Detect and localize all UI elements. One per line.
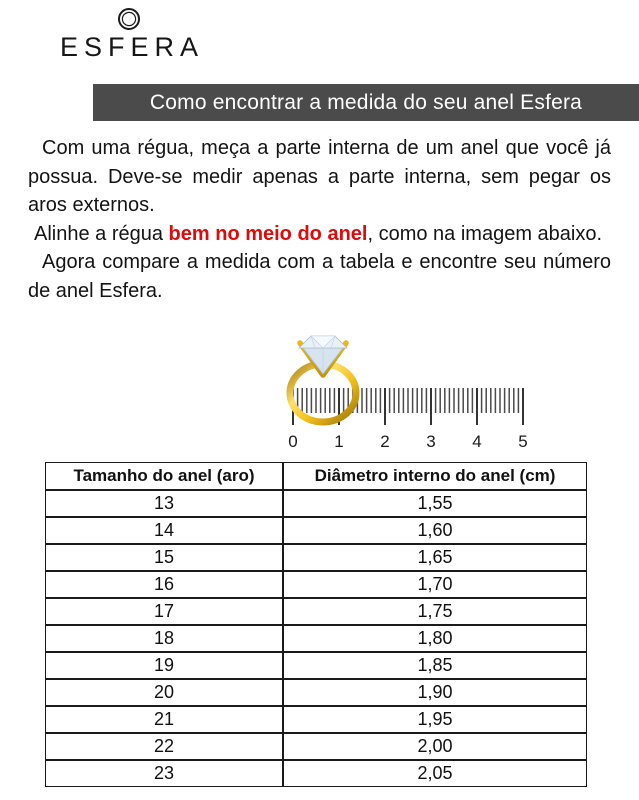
column-header-diameter: Diâmetro interno do anel (cm) <box>283 462 587 490</box>
cell-ring-size: 19 <box>45 652 283 679</box>
cell-inner-diameter: 1,70 <box>283 571 587 598</box>
cell-inner-diameter: 1,65 <box>283 544 587 571</box>
cell-ring-size: 17 <box>45 598 283 625</box>
brand-logo <box>59 6 205 63</box>
ring-icon <box>116 6 142 32</box>
table-row <box>45 490 587 517</box>
ruler-label: 1 <box>334 432 344 451</box>
size-table <box>45 462 587 787</box>
ruler-label: 3 <box>426 432 436 451</box>
gold-ring <box>290 336 356 422</box>
instruction-align <box>28 220 611 249</box>
instruction-measure: Com uma régua, meça a parte interna de um anel que você já possua. Deve-se medir apenas a parte interna, sem pegar os aros externos. <box>28 137 611 216</box>
table-header-row <box>45 462 587 490</box>
ruler-label: 2 <box>380 432 390 451</box>
table-row <box>45 760 587 787</box>
table-row <box>45 652 587 679</box>
table-row <box>45 706 587 733</box>
table-row <box>45 625 587 652</box>
cell-inner-diameter: 1,55 <box>283 490 587 517</box>
cell-inner-diameter: 1,85 <box>283 652 587 679</box>
ruler-label: 4 <box>472 432 482 451</box>
column-header-size: Tamanho do anel (aro) <box>45 462 283 490</box>
cell-ring-size: 14 <box>45 517 283 544</box>
highlight-text: bem no meio do anel <box>168 222 368 245</box>
instructions <box>28 134 611 305</box>
instruction-align-start: Alinhe a régua <box>34 222 169 245</box>
cell-ring-size: 15 <box>45 544 283 571</box>
ruler-labels <box>288 432 527 451</box>
table-row <box>45 544 587 571</box>
cell-inner-diameter: 1,80 <box>283 625 587 652</box>
cell-inner-diameter: 2,05 <box>283 760 587 787</box>
title-banner <box>93 84 639 121</box>
cell-inner-diameter: 1,95 <box>283 706 587 733</box>
size-table-body <box>45 490 587 787</box>
cell-ring-size: 13 <box>45 490 283 517</box>
page-title: Como encontrar a medida do seu anel Esfera <box>149 90 583 114</box>
instruction-compare: Agora compare a medida com a tabela e encontre seu número de anel Esfera. <box>28 251 611 302</box>
table-row <box>45 571 587 598</box>
brand-name: ESFERA <box>59 32 205 62</box>
table-row <box>45 733 587 760</box>
cell-ring-size: 18 <box>45 625 283 652</box>
ring-ruler-illustration <box>280 328 540 455</box>
table-row <box>45 517 587 544</box>
cell-inner-diameter: 2,00 <box>283 733 587 760</box>
cell-ring-size: 21 <box>45 706 283 733</box>
ruler-label: 0 <box>288 432 298 451</box>
cell-ring-size: 23 <box>45 760 283 787</box>
instruction-align-end: , como na imagem abaixo. <box>367 222 603 245</box>
cell-ring-size: 22 <box>45 733 283 760</box>
cell-inner-diameter: 1,90 <box>283 679 587 706</box>
cell-ring-size: 20 <box>45 679 283 706</box>
cell-inner-diameter: 1,60 <box>283 517 587 544</box>
ruler-label: 5 <box>518 432 528 451</box>
table-row <box>45 598 587 625</box>
cell-inner-diameter: 1,75 <box>283 598 587 625</box>
cell-ring-size: 16 <box>45 571 283 598</box>
table-row <box>45 679 587 706</box>
